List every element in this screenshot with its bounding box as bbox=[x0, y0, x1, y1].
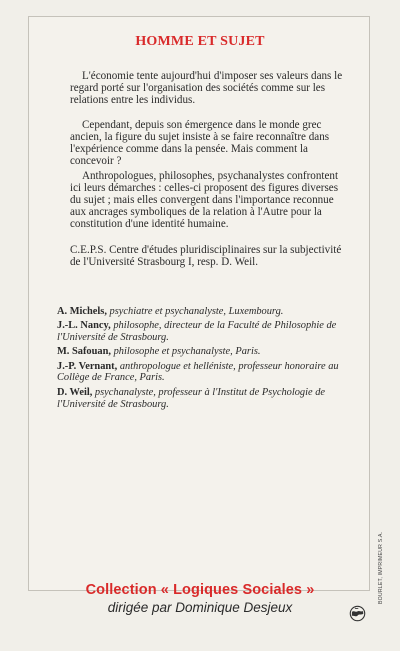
author-list bbox=[57, 306, 357, 413]
author-name: D. Weil, bbox=[57, 386, 93, 398]
author-description: psychiatre et psychanalyste, Luxembourg. bbox=[109, 306, 284, 317]
collection-director: dirigée par Dominique Desjeux bbox=[107, 600, 293, 615]
summary-paragraph-3: Anthropologues, philosophes, psychanalystes confrontent ici leurs démarches : celles-ci proposent des figures diverses du sujet ; mais elles convergent dans l'importance reconnue aux ancrages symboliques de la relation à l'Autre pour la constitution d'une identité humaine. bbox=[70, 170, 339, 230]
author-entry bbox=[57, 306, 357, 318]
book-title: HOMME ET SUJET bbox=[135, 34, 265, 49]
ceps-credit: C.E.P.S. Centre d'études pluridisciplinaires sur la subjectivité de l'Université Strasbourg I, resp. D. Weil. bbox=[70, 244, 342, 268]
printer-credit: BOURLET, IMPRIMEUR S.A. bbox=[378, 531, 384, 604]
collection-name: Collection « Logiques Sociales » bbox=[85, 582, 315, 598]
globe-logo-icon bbox=[349, 605, 366, 622]
author-description: psychanalyste, professeur à l'Institut de Psychologie de l'Université de Strasbourg. bbox=[57, 386, 326, 410]
author-entry bbox=[57, 387, 357, 411]
author-description: philosophe et psychanalyste, Paris. bbox=[113, 346, 261, 358]
author-name: M. Safouan, bbox=[57, 346, 111, 358]
author-entry bbox=[57, 346, 357, 358]
author-description: anthropologue et helléniste, professeur honoraire au Collège de France, Paris. bbox=[57, 360, 339, 384]
author-description: philosophe, directeur de la Faculté de Philosophie de l'Université de Strasbourg. bbox=[57, 320, 337, 344]
summary-paragraph-1: L'économie tente aujourd'hui d'imposer ses valeurs dans le regard porté sur l'organisation des sociétés comme sur les relations entre les individus. bbox=[70, 70, 343, 106]
author-name: J.-L. Nancy, bbox=[57, 320, 111, 332]
author-entry bbox=[57, 361, 357, 385]
author-entry bbox=[57, 320, 357, 344]
author-name: J.-P. Vernant, bbox=[57, 360, 118, 372]
author-name: A. Michels, bbox=[57, 306, 107, 317]
summary-paragraph-2: Cependant, depuis son émergence dans le monde grec ancien, la figure du sujet insiste à se faire reconnaître dans l'expérience comme dans la pensée. Mais comment la concevoir ? bbox=[70, 119, 330, 167]
